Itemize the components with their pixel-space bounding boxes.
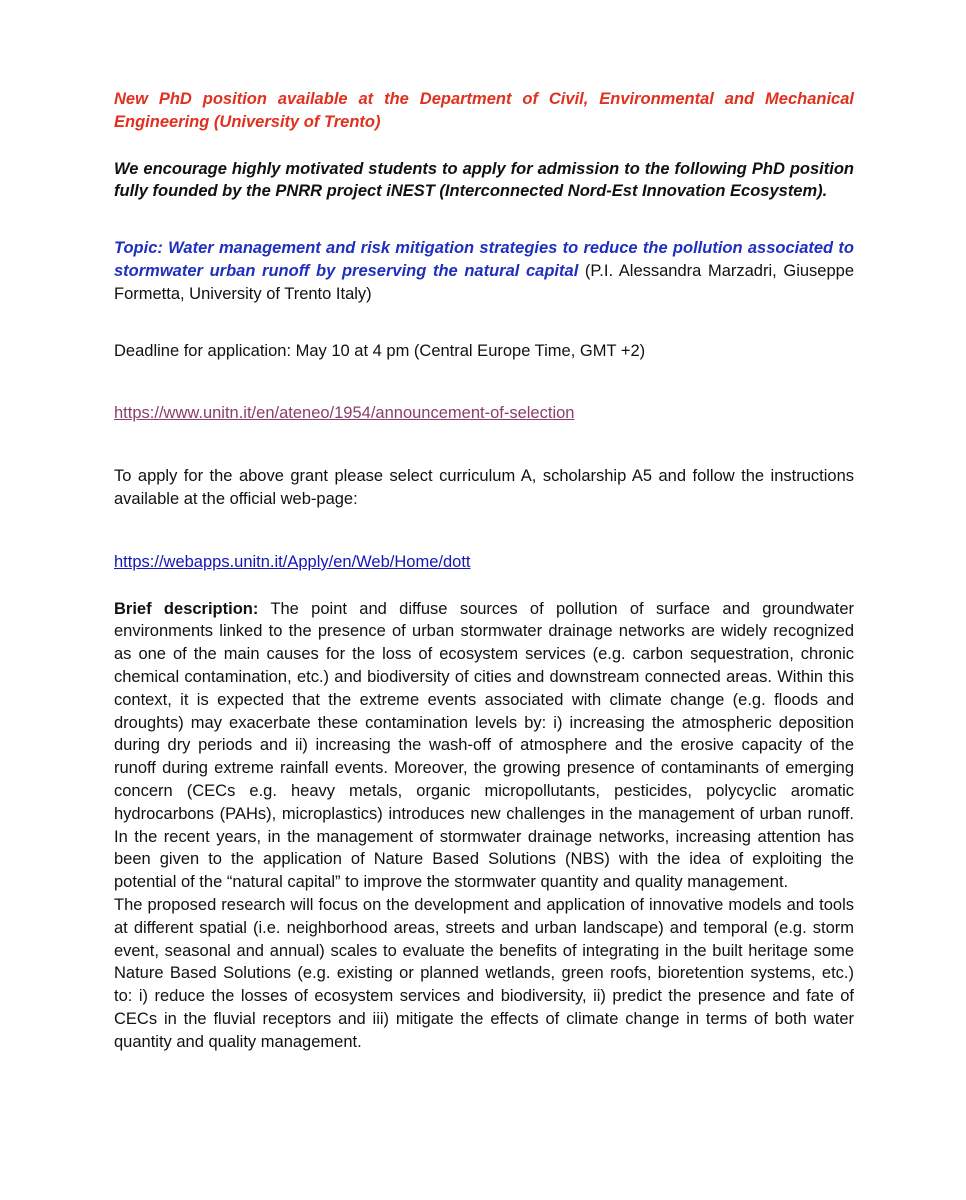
topic-pi: (P.I. Alessandra Marzadri, Giuseppe Formetta, University of Trento Italy) [114, 261, 855, 303]
announcement-of-selection-link[interactable]: https://www.unitn.it/en/ateneo/1954/announcement-of-selection [114, 404, 575, 423]
topic-label: Topic: Water management and risk mitigation strategies to reduce the pollution associated to stormwater urban runoff by preserving the natural capital [114, 239, 854, 280]
apply-web-page-link[interactable]: https://webapps.unitn.it/Apply/en/Web/Home/dott [114, 552, 471, 571]
announcement-title: New PhD position available at the Department of Civil, Environmental and Mechanical Engineering (University of Trento) [114, 90, 854, 131]
topic-paragraph [114, 237, 854, 305]
deadline-text: Deadline for application: May 10 at 4 pm (Central Europe Time, GMT +2) [114, 341, 646, 360]
brief-description-label: Brief description: [114, 599, 259, 618]
apply-instructions: To apply for the above grant please select curriculum A, scholarship A5 and follow the instructions available at the official web-page: [114, 467, 854, 508]
brief-description-body: The point and diffuse sources of pollution of surface and groundwater environments linked to the presence of urban stormwater drainage networks are widely recognized as one of the main causes for the loss of ecosystem services (e.g. carbon sequestration, chronic chemical contamination, etc.) and biodiversity of cities and downstream connected areas. Within this context, it is expected that the extreme events associated with climate change (e.g. floods and droughts) may exacerbate these contamination levels by: i) increasing the atmospheric deposition during dry periods and ii) increasing the wash-off of atmosphere and the erosive capacity of the runoff during extreme rainfall events. Moreover, the growing presence of contaminants of emerging concern (CECs e.g. heavy metals, organic micropollutants, pesticides, polycyclic aromatic hydrocarbons (PAHs), microplastics) introduces new challenges in the management of urban runoff. In the recent years, in the management of stormwater drainage networks, increasing attention has been given to the application of Nature Based Solutions (NBS) with the idea of exploiting the potential of the “natural capital” to improve the stormwater quantity and quality management. [114, 599, 854, 892]
document-page [114, 88, 854, 1054]
brief-description-paragraph [114, 598, 854, 894]
intro-paragraph: We encourage highly motivated students to apply for admission to the following PhD position fully founded by the PNRR project iNEST (Interconnected Nord-Est Innovation Ecosystem). [114, 159, 854, 201]
research-paragraph: The proposed research will focus on the development and application of innovative models and tools at different spatial (i.e. neighborhood areas, streets and urban landscape) and temporal (e.g. storm event, seasonal and annual) scales to evaluate the benefits of integrating in the built heritage some Nature Based Solutions (e.g. existing or planned wetlands, green roofs, bioretention systems, etc.) to: i) reduce the losses of ecosystem services and biodiversity, ii) predict the presence and fate of CECs in the fluvial receptors and iii) mitigate the effects of climate change in terms of both water quantity and quality management. [114, 895, 854, 1051]
